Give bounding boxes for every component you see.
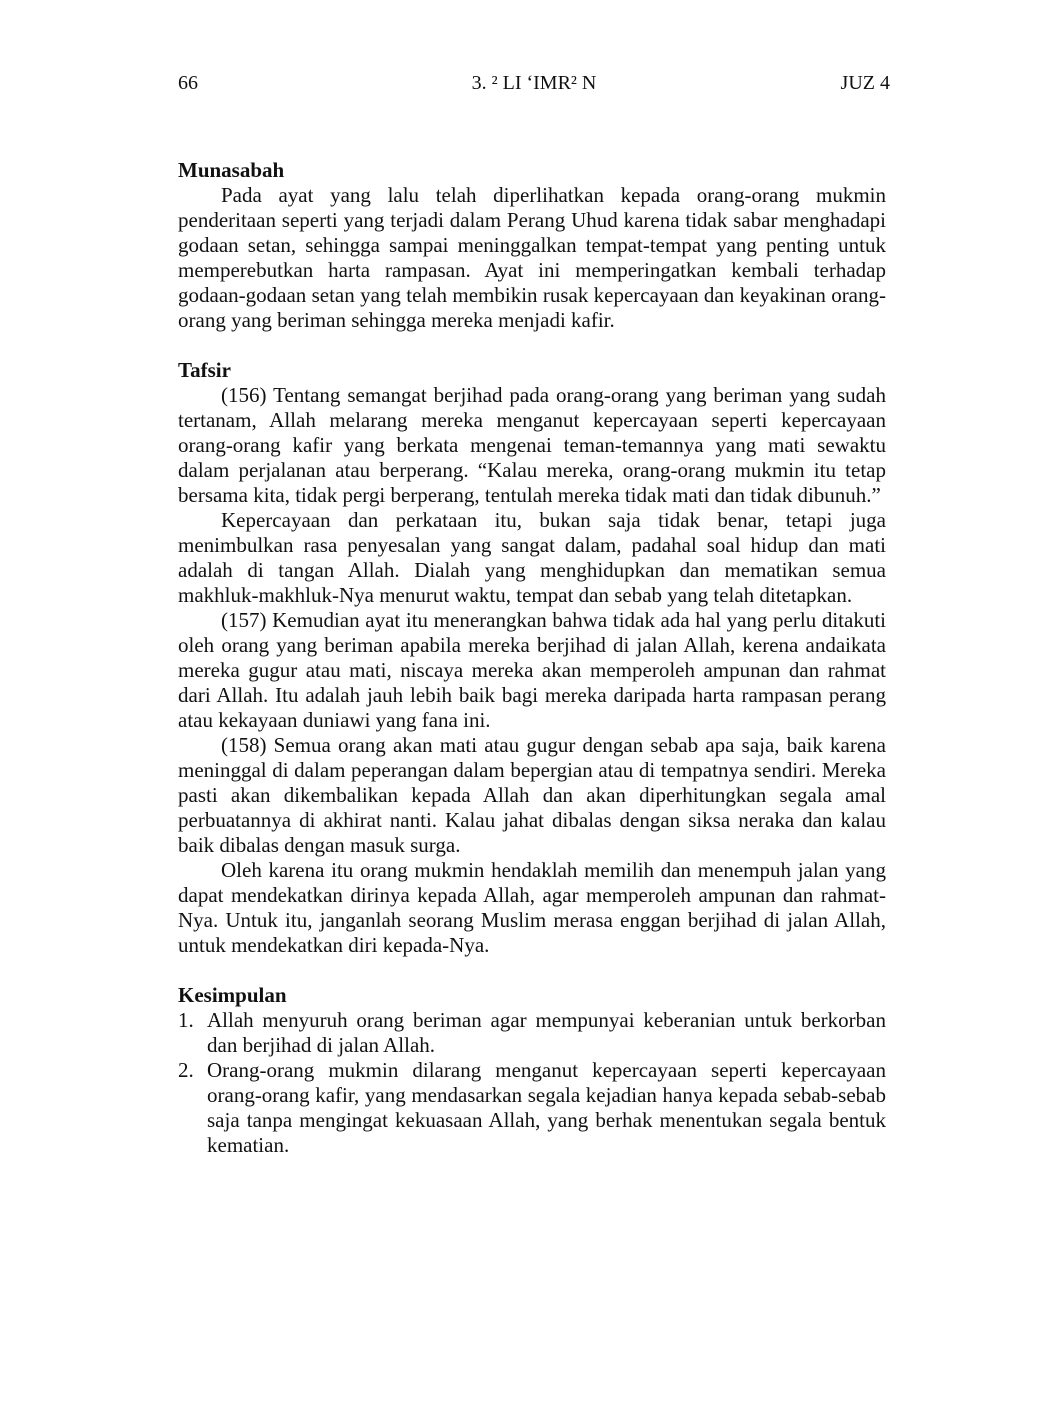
kesimpulan-section [178, 983, 886, 1158]
conclusion-text: Allah menyuruh orang beriman agar mempunyai keberanian untuk berkorban dan berjihad di jalan Allah. [207, 1008, 886, 1057]
conclusion-text: Orang-orang mukmin dilarang menganut kepercayaan seperti kepercayaan orang-orang kafir, yang mendasarkan segala kejadian hanya kepada sebab-sebab saja tanpa mengingat kekuasaan Allah, yang berhak menentukan segala bentuk kematian. [207, 1058, 886, 1157]
tafsir-paragraph: Oleh karena itu orang mukmin hendaklah memilih dan menempuh jalan yang dapat mendekatkan dirinya kepada Allah, agar memperoleh ampunan dan rahmat-Nya. Untuk itu, janganlah seorang Muslim merasa enggan berjihad di jalan Allah, untuk mendekatkan diri kepada-Nya. [178, 858, 886, 957]
tafsir-paragraph: Kepercayaan dan perkataan itu, bukan saja tidak benar, tetapi juga menimbulkan rasa penyesalan yang sangat dalam, padahal soal hidup dan mati adalah di tangan Allah. Dialah yang menghidupkan dan mematikan semua makhluk-makhluk-Nya menurut waktu, tempat dan sebab yang telah ditetapkan. [178, 508, 886, 607]
munasabah-heading: Munasabah [178, 158, 285, 182]
page-content [178, 158, 886, 1158]
munasabah-section [178, 158, 886, 333]
conclusion-number: 2. [178, 1058, 194, 1082]
page-number: 66 [178, 72, 198, 94]
tafsir-paragraph: (156) Tentang semangat berjihad pada orang-orang yang beriman yang sudah tertanam, Allah melarang mereka menganut kepercayaan seperti kepercayaan orang-orang kafir yang berkata mengenai teman-temannya yang mati sewaktu dalam perjalanan atau berperang. “Kalau mereka, orang-orang mukmin itu tetap bersama kita, tidak pergi berperang, tentulah mereka tidak mati dan tidak dibunuh.” [178, 383, 886, 507]
kesimpulan-heading: Kesimpulan [178, 983, 287, 1007]
tafsir-heading: Tafsir [178, 358, 231, 382]
tafsir-section [178, 358, 886, 958]
munasabah-paragraph: Pada ayat yang lalu telah diperlihatkan kepada orang-orang mukmin penderitaan seperti yang terjadi dalam Perang Uhud karena tidak sabar menghadapi godaan setan, sehingga sampai meninggalkan tempat-tempat yang penting untuk memperebutkan harta rampasan. Ayat ini memperingatkan kembali terhadap godaan-godaan setan yang telah membikin rusak kepercayaan dan keyakinan orang-orang yang beriman sehingga mereka menjadi kafir. [178, 183, 886, 332]
tafsir-paragraph: (158) Semua orang akan mati atau gugur dengan sebab apa saja, baik karena meninggal di dalam peperangan dalam bepergian atau di tempatnya sendiri. Mereka pasti akan dikembalikan kepada Allah dan akan diperhitungkan segala amal perbuatannya di akhirat nanti. Kalau jahat dibalas dengan siksa neraka dan kalau baik dibalas dengan masuk surga. [178, 733, 886, 857]
juz-label: JUZ 4 [840, 72, 890, 94]
conclusion-item [178, 1058, 886, 1158]
conclusion-item [178, 1008, 886, 1058]
conclusion-list [178, 1008, 886, 1158]
chapter-title: 3. ² LI ‘IMR² N [471, 72, 597, 94]
tafsir-paragraph: (157) Kemudian ayat itu menerangkan bahwa tidak ada hal yang perlu ditakuti oleh orang yang beriman apabila mereka berjihad di jalan Allah, kerena andaikata mereka gugur atau mati, niscaya mereka akan memperoleh ampunan dan rahmat dari Allah. Itu adalah jauh lebih baik bagi mereka daripada harta rampasan perang atau kekayaan duniawi yang fana ini. [178, 608, 886, 732]
conclusion-number: 1. [178, 1008, 194, 1032]
page-header [178, 72, 890, 98]
